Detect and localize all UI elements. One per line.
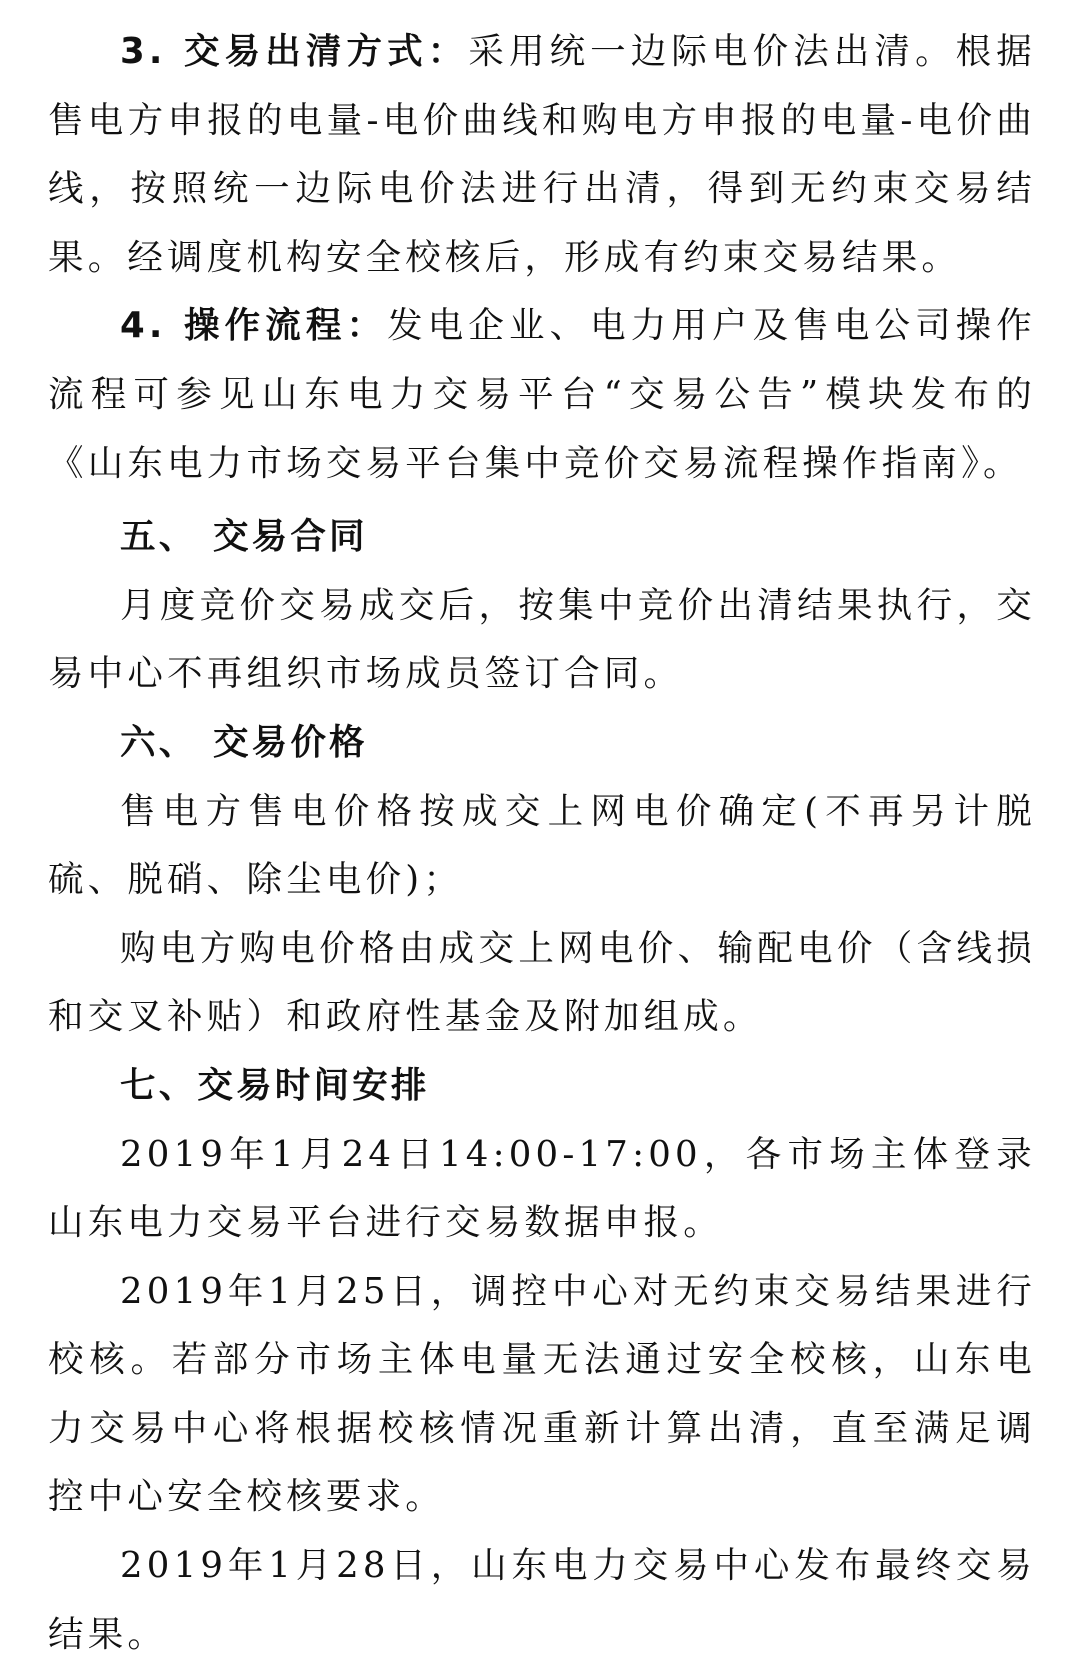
clearing-method-text: 采用统一边际电价法出清。根据售电方申报的电量-电价曲线和购电方申报的电量-电价曲线，按照统一边际电价法进行出清，得到无约束交易结果。经调度机构安全校核后，形成有约束交易结果。 (48, 31, 1036, 278)
clearing-method-paragraph (48, 18, 1036, 292)
section-6-paragraph-1: 售电方售电价格按成交上网电价确定(不再另计脱硫、脱硝、除尘电价)； (48, 790, 1036, 901)
section-6-paragraph-2: 购电方购电价格由成交上网电价、输配电价（含线损和交叉补贴）和政府性基金及附加组成。 (48, 927, 1036, 1038)
section-7-paragraph-2: 2019年1月25日，调控中心对无约束交易结果进行校核。若部分市场主体电量无法通过安全校核，山东电力交易中心将根据校核情况重新计算出清，直至满足调控中心安全校核要求。 (48, 1270, 1036, 1518)
section-7-paragraph-3: 2019年1月28日，山东电力交易中心发布最终交易结果。 (48, 1545, 1036, 1655)
operation-process-paragraph (48, 292, 1036, 498)
section-7-paragraph-1: 2019年1月24日14:00-17:00，各市场主体登录山东电力交易平台进行交易数据申报。 (48, 1133, 1036, 1244)
document-page (48, 18, 1036, 1669)
clearing-method-title: 3. 交易出清方式： (120, 31, 469, 72)
operation-process-text: 发电企业、电力用户及售电公司操作流程可参见山东电力交易平台“交易公告”模块发布的《山东电力市场交易平台集中竞价交易流程操作指南》。 (48, 305, 1036, 484)
section-5-paragraph-1: 月度竞价交易成交后，按集中竞价出清结果执行，交易中心不再组织市场成员签订合同。 (48, 584, 1036, 695)
section-5-heading: 五、 交易合同 (120, 516, 368, 558)
section-6-heading: 六、 交易价格 (120, 721, 368, 763)
operation-process-title: 4. 操作流程： (120, 305, 388, 347)
section-7-heading: 七、交易时间安排 (120, 1064, 430, 1106)
